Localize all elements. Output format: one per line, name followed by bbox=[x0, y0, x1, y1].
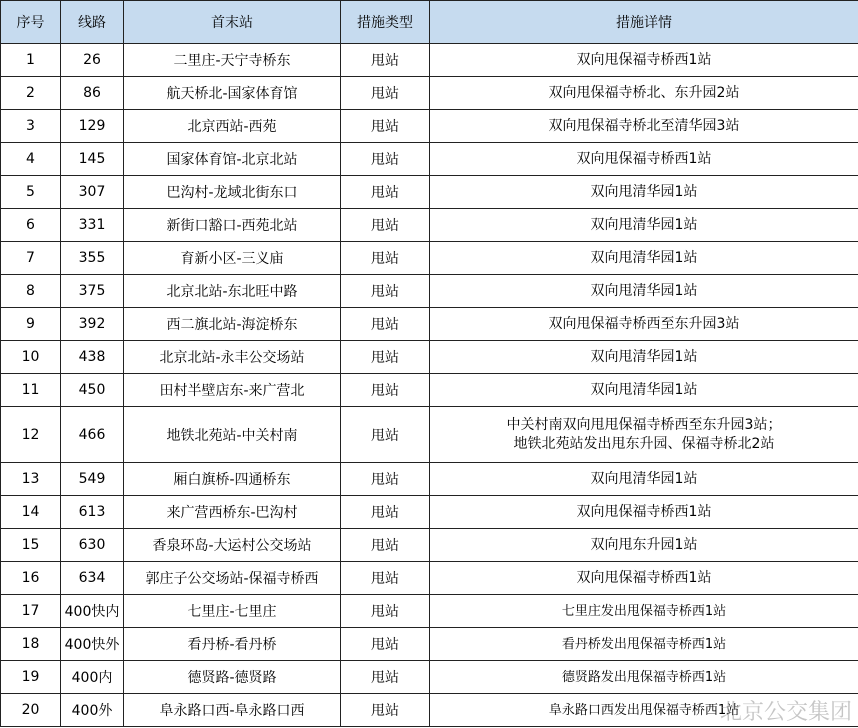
measure-detail-cell: 双向甩保福寺桥西1站 bbox=[430, 44, 858, 77]
row-number-cell: 5 bbox=[1, 176, 61, 209]
endpoints-cell: 香泉环岛-大运村公交场站 bbox=[124, 529, 341, 562]
line-cell: 400内 bbox=[61, 661, 124, 694]
row-number-cell: 3 bbox=[1, 110, 61, 143]
measure-type-cell: 甩站 bbox=[341, 110, 430, 143]
line-cell: 400外 bbox=[61, 694, 124, 727]
endpoints-cell: 国家体育馆-北京北站 bbox=[124, 143, 341, 176]
measure-type-cell: 甩站 bbox=[341, 562, 430, 595]
table-row bbox=[1, 496, 858, 529]
measure-type-cell: 甩站 bbox=[341, 529, 430, 562]
row-number-cell: 7 bbox=[1, 242, 61, 275]
watermark-text: 北京公交集团 bbox=[719, 700, 852, 725]
endpoints-cell: 新街口豁口-西苑北站 bbox=[124, 209, 341, 242]
measure-type-cell: 甩站 bbox=[341, 496, 430, 529]
measure-type-cell: 甩站 bbox=[341, 628, 430, 661]
line-cell: 400快外 bbox=[61, 628, 124, 661]
measure-detail-cell: 看丹桥发出甩保福寺桥西1站 bbox=[430, 628, 858, 661]
endpoints-cell: 来广营西桥东-巴沟村 bbox=[124, 496, 341, 529]
endpoints-cell: 德贤路-德贤路 bbox=[124, 661, 341, 694]
endpoints-cell: 七里庄-七里庄 bbox=[124, 595, 341, 628]
line-cell: 438 bbox=[61, 341, 124, 374]
line-cell: 400快内 bbox=[61, 595, 124, 628]
table-row bbox=[1, 694, 858, 727]
table-body bbox=[1, 44, 858, 727]
line-cell: 392 bbox=[61, 308, 124, 341]
line-cell: 630 bbox=[61, 529, 124, 562]
line-cell: 466 bbox=[61, 407, 124, 463]
header-line: 线路 bbox=[61, 1, 124, 44]
table-row bbox=[1, 308, 858, 341]
measure-detail-cell: 双向甩清华园1站 bbox=[430, 374, 858, 407]
measure-detail-cell: 双向甩清华园1站 bbox=[430, 275, 858, 308]
endpoints-cell: 郭庄子公交场站-保福寺桥西 bbox=[124, 562, 341, 595]
measure-detail-cell: 双向甩清华园1站 bbox=[430, 242, 858, 275]
table-row bbox=[1, 275, 858, 308]
endpoints-cell: 西二旗北站-海淀桥东 bbox=[124, 308, 341, 341]
measure-type-cell: 甩站 bbox=[341, 308, 430, 341]
row-number-cell: 18 bbox=[1, 628, 61, 661]
line-cell: 86 bbox=[61, 77, 124, 110]
row-number-cell: 14 bbox=[1, 496, 61, 529]
measure-detail-cell: 双向甩东升园1站 bbox=[430, 529, 858, 562]
measure-detail-cell: 双向甩保福寺桥西至东升园3站 bbox=[430, 308, 858, 341]
endpoints-cell: 田村半壁店东-来广营北 bbox=[124, 374, 341, 407]
measure-type-cell: 甩站 bbox=[341, 143, 430, 176]
measure-detail-cell: 双向甩保福寺桥西1站 bbox=[430, 496, 858, 529]
line-cell: 331 bbox=[61, 209, 124, 242]
line-cell: 634 bbox=[61, 562, 124, 595]
table-row bbox=[1, 242, 858, 275]
table-row bbox=[1, 209, 858, 242]
row-number-cell: 6 bbox=[1, 209, 61, 242]
measure-detail-cell: 双向甩清华园1站 bbox=[430, 209, 858, 242]
header-measure-type: 措施类型 bbox=[341, 1, 430, 44]
measure-type-cell: 甩站 bbox=[341, 694, 430, 727]
header-endpoints: 首末站 bbox=[124, 1, 341, 44]
line-cell: 145 bbox=[61, 143, 124, 176]
line-cell: 549 bbox=[61, 463, 124, 496]
row-number-cell: 13 bbox=[1, 463, 61, 496]
row-number-cell: 17 bbox=[1, 595, 61, 628]
measure-type-cell: 甩站 bbox=[341, 341, 430, 374]
measure-detail-cell: 双向甩保福寺桥西1站 bbox=[430, 562, 858, 595]
endpoints-cell: 北京北站-永丰公交场站 bbox=[124, 341, 341, 374]
endpoints-cell: 北京北站-东北旺中路 bbox=[124, 275, 341, 308]
measure-detail-cell: 七里庄发出甩保福寺桥西1站 bbox=[430, 595, 858, 628]
measure-detail-cell: 阜永路口西发出甩保福寺桥西1站 bbox=[430, 694, 858, 727]
measure-type-cell: 甩站 bbox=[341, 176, 430, 209]
line-cell: 129 bbox=[61, 110, 124, 143]
header-measure-detail: 措施详情 bbox=[430, 1, 858, 44]
endpoints-cell: 巴沟村-龙域北街东口 bbox=[124, 176, 341, 209]
measure-detail-cell: 双向甩保福寺桥北至清华园3站 bbox=[430, 110, 858, 143]
row-number-cell: 4 bbox=[1, 143, 61, 176]
row-number-cell: 19 bbox=[1, 661, 61, 694]
header-no: 序号 bbox=[1, 1, 61, 44]
row-number-cell: 15 bbox=[1, 529, 61, 562]
row-number-cell: 12 bbox=[1, 407, 61, 463]
endpoints-cell: 北京西站-西苑 bbox=[124, 110, 341, 143]
line-cell: 375 bbox=[61, 275, 124, 308]
endpoints-cell: 育新小区-三义庙 bbox=[124, 242, 341, 275]
table-row bbox=[1, 661, 858, 694]
table-row bbox=[1, 628, 858, 661]
table-row bbox=[1, 562, 858, 595]
measure-type-cell: 甩站 bbox=[341, 374, 430, 407]
endpoints-cell: 阜永路口西-阜永路口西 bbox=[124, 694, 341, 727]
header-row bbox=[1, 1, 858, 44]
row-number-cell: 11 bbox=[1, 374, 61, 407]
measure-type-cell: 甩站 bbox=[341, 407, 430, 463]
line-cell: 613 bbox=[61, 496, 124, 529]
endpoints-cell: 二里庄-天宁寺桥东 bbox=[124, 44, 341, 77]
table-row bbox=[1, 529, 858, 562]
row-number-cell: 10 bbox=[1, 341, 61, 374]
measure-detail-cell: 双向甩清华园1站 bbox=[430, 176, 858, 209]
line-cell: 450 bbox=[61, 374, 124, 407]
line-cell: 307 bbox=[61, 176, 124, 209]
measure-detail-cell: 双向甩清华园1站 bbox=[430, 463, 858, 496]
row-number-cell: 9 bbox=[1, 308, 61, 341]
measure-detail-cell: 双向甩清华园1站 bbox=[430, 341, 858, 374]
row-number-cell: 1 bbox=[1, 44, 61, 77]
table-row bbox=[1, 595, 858, 628]
table-row bbox=[1, 407, 858, 463]
measure-detail-cell: 双向甩保福寺桥北、东升园2站 bbox=[430, 77, 858, 110]
row-number-cell: 16 bbox=[1, 562, 61, 595]
measure-type-cell: 甩站 bbox=[341, 209, 430, 242]
table-row bbox=[1, 374, 858, 407]
table-row bbox=[1, 143, 858, 176]
endpoints-cell: 看丹桥-看丹桥 bbox=[124, 628, 341, 661]
measure-detail-cell: 中关村南双向甩甩保福寺桥西至东升园3站； 地铁北苑站发出甩东升园、保福寺桥北2站 bbox=[430, 407, 858, 463]
line-cell: 26 bbox=[61, 44, 124, 77]
measure-type-cell: 甩站 bbox=[341, 463, 430, 496]
endpoints-cell: 地铁北苑站-中关村南 bbox=[124, 407, 341, 463]
measure-type-cell: 甩站 bbox=[341, 275, 430, 308]
row-number-cell: 2 bbox=[1, 77, 61, 110]
table-row bbox=[1, 44, 858, 77]
table-row bbox=[1, 341, 858, 374]
table-row bbox=[1, 110, 858, 143]
table-row bbox=[1, 463, 858, 496]
row-number-cell: 8 bbox=[1, 275, 61, 308]
measure-type-cell: 甩站 bbox=[341, 77, 430, 110]
table-row bbox=[1, 77, 858, 110]
endpoints-cell: 航天桥北-国家体育馆 bbox=[124, 77, 341, 110]
line-cell: 355 bbox=[61, 242, 124, 275]
measure-type-cell: 甩站 bbox=[341, 595, 430, 628]
table-row bbox=[1, 176, 858, 209]
measure-type-cell: 甩站 bbox=[341, 661, 430, 694]
measure-type-cell: 甩站 bbox=[341, 242, 430, 275]
row-number-cell: 20 bbox=[1, 694, 61, 727]
endpoints-cell: 厢白旗桥-四通桥东 bbox=[124, 463, 341, 496]
measure-detail-cell: 德贤路发出甩保福寺桥西1站 bbox=[430, 661, 858, 694]
measure-type-cell: 甩站 bbox=[341, 44, 430, 77]
measure-detail-cell: 双向甩保福寺桥西1站 bbox=[430, 143, 858, 176]
